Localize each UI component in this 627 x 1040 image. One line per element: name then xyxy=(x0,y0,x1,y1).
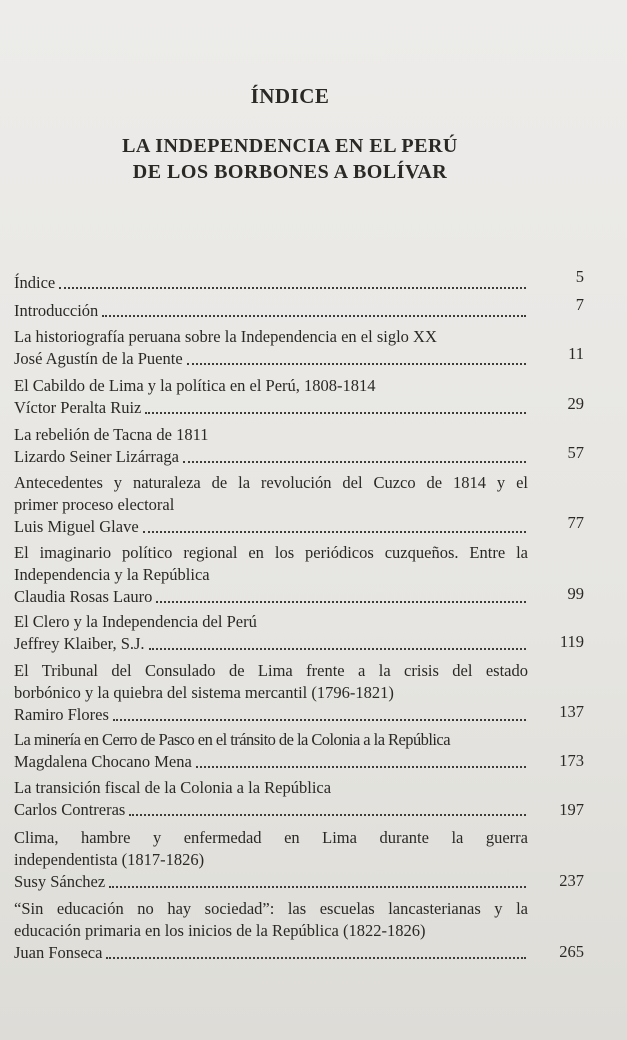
toc-page-number: 119 xyxy=(559,632,584,651)
toc-entry-title: Clima, hambre y enfermedad en Lima durante la guerra xyxy=(14,828,528,847)
toc-entry-title: La rebelión de Tacna de 1811 xyxy=(14,425,209,444)
index-heading: ÍNDICE xyxy=(250,84,330,108)
toc-entry-title: independentista (1817-1826) xyxy=(14,850,205,869)
book-title-line-2: DE LOS BORBONES A BOLÍVAR xyxy=(132,161,448,183)
toc-page-number: 29 xyxy=(567,394,584,413)
toc-entry xyxy=(14,472,584,538)
toc-entry-author: Susy Sánchez xyxy=(14,872,106,891)
toc-entry-author: Magdalena Chocano Mena xyxy=(14,752,192,771)
toc-page-number: 197 xyxy=(559,800,584,819)
toc-entry-title: educación primaria en los inicios de la República (1822-1826) xyxy=(14,921,426,940)
toc-entry xyxy=(14,777,584,821)
toc-entry-author: Ramiro Flores xyxy=(14,705,109,724)
toc-page-number: 265 xyxy=(559,942,584,961)
toc-entry-author: Carlos Contreras xyxy=(14,800,126,819)
toc-entry-author: José Agustín de la Puente xyxy=(14,349,183,368)
toc-entry-title: La minería en Cerro de Pasco en el tránsito de la Colonia a la República xyxy=(14,730,450,749)
toc-entry-author: Luis Miguel Glave xyxy=(14,517,139,536)
dot-leader xyxy=(102,315,526,317)
toc-entry-author: Víctor Peralta Ruiz xyxy=(14,398,142,417)
toc-entry xyxy=(14,295,584,322)
toc-page-number: 57 xyxy=(567,443,584,462)
toc-entry-title: borbónico y la quiebra del sistema mercantil (1796-1821) xyxy=(14,683,394,702)
toc-entry-title: Antecedentes y naturaleza de la revolución del Cuzco de 1814 y el xyxy=(14,473,528,492)
dot-leader xyxy=(156,601,526,603)
dot-leader xyxy=(149,648,526,650)
toc-entry xyxy=(14,326,584,370)
toc-entry-title: primer proceso electoral xyxy=(14,495,175,514)
dot-leader xyxy=(113,719,526,721)
dot-leader xyxy=(129,814,526,816)
toc-entry-title: La transición fiscal de la Colonia a la República xyxy=(14,778,332,797)
toc-entry-author: Jeffrey Klaiber, S.J. xyxy=(14,634,145,653)
toc-entry-title: “Sin educación no hay sociedad”: las escuelas lancasterianas y la xyxy=(14,899,528,918)
toc-entry-author: Claudia Rosas Lauro xyxy=(14,587,153,606)
toc-entry-title: Independencia y la República xyxy=(14,565,210,584)
toc-entry-title: La historiografía peruana sobre la Independencia en el siglo XX xyxy=(14,327,437,346)
toc-entry xyxy=(14,660,584,726)
toc-page-number: 77 xyxy=(567,513,584,532)
dot-leader xyxy=(109,886,526,888)
toc-page-number: 137 xyxy=(559,702,584,721)
dot-leader xyxy=(106,957,526,959)
dot-leader xyxy=(183,461,526,463)
dot-leader xyxy=(196,766,526,768)
toc-entry-title: El imaginario político regional en los periódicos cuzqueños. Entre la xyxy=(14,543,528,562)
toc-entry-title: El Cabildo de Lima y la política en el Perú, 1808-1814 xyxy=(14,376,376,395)
toc-entry xyxy=(14,898,584,964)
toc-entry xyxy=(14,542,584,608)
dot-leader xyxy=(145,412,526,414)
toc-entry xyxy=(14,827,584,893)
dot-leader xyxy=(187,363,526,365)
book-title-line-1: LA INDEPENDENCIA EN EL PERÚ xyxy=(122,135,458,157)
dot-leader xyxy=(143,531,526,533)
toc-entry xyxy=(14,729,584,773)
toc-entry-title: El Clero y la Independencia del Perú xyxy=(14,612,257,631)
toc-entry xyxy=(14,267,584,294)
toc-entry xyxy=(14,424,584,468)
toc-entry-title: El Tribunal del Consulado de Lima frente a la crisis del estado xyxy=(14,661,528,680)
toc-entry xyxy=(14,375,584,419)
toc-page-number: 7 xyxy=(575,295,584,314)
toc-entry xyxy=(14,611,584,655)
toc-entry-label: Índice xyxy=(14,273,56,292)
toc-entry-label: Introducción xyxy=(14,301,99,320)
toc-page-number: 99 xyxy=(567,584,584,603)
toc-page-number: 237 xyxy=(559,871,584,890)
toc-page-number: 11 xyxy=(568,344,584,363)
toc-page-number: 173 xyxy=(559,751,584,770)
toc-entry-author: Lizardo Seiner Lizárraga xyxy=(14,447,179,466)
toc-entry-author: Juan Fonseca xyxy=(14,943,103,962)
toc-page-number: 5 xyxy=(575,267,584,286)
dot-leader xyxy=(59,287,526,289)
